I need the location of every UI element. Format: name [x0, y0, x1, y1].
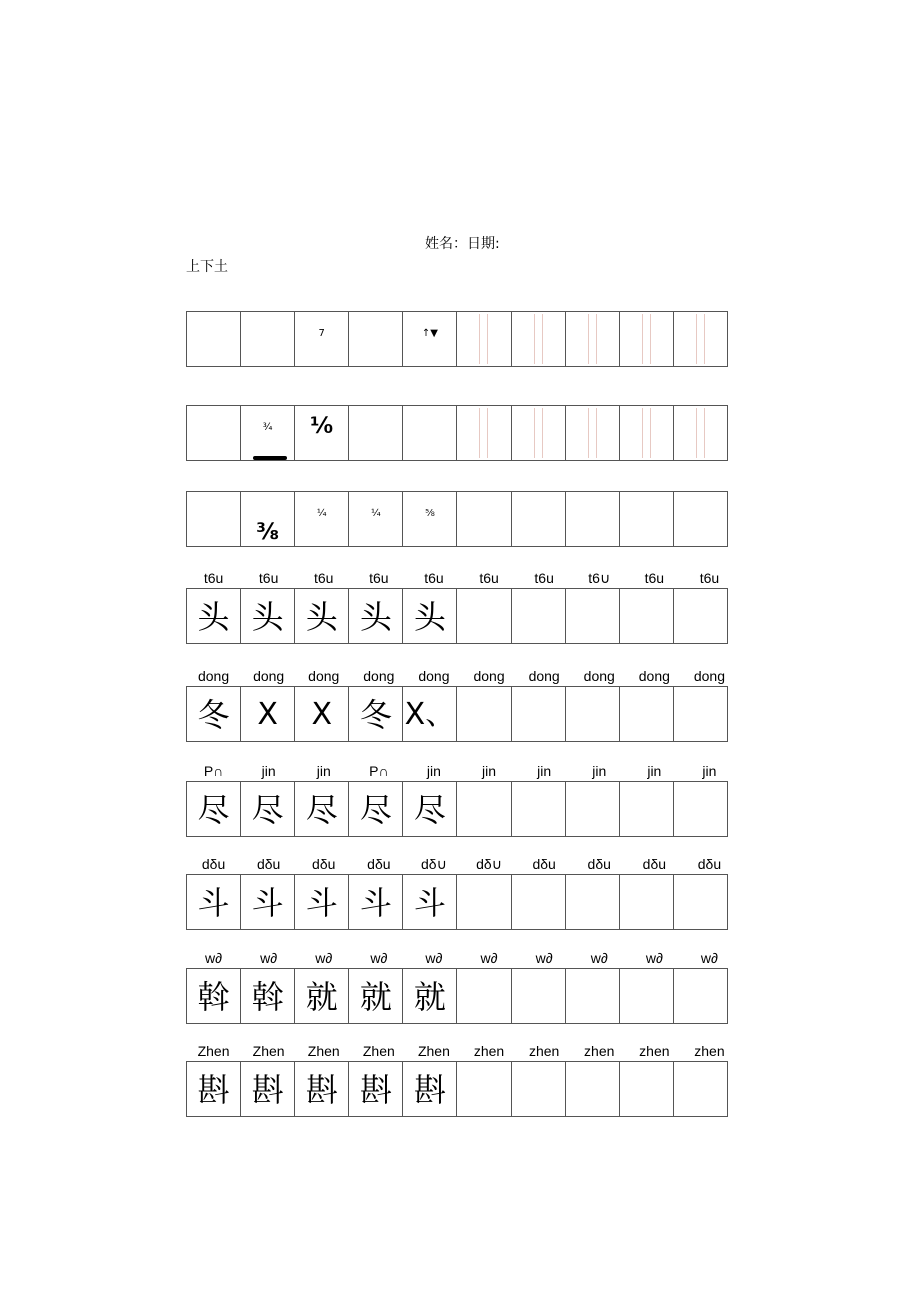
writing-cell[interactable] [294, 491, 349, 547]
pinyin-label: zhen [528, 1043, 560, 1059]
writing-cell[interactable] [565, 874, 620, 930]
pinyin-label: w∂ [535, 950, 553, 966]
pinyin-label: zhen [584, 1043, 615, 1059]
writing-cell[interactable] [240, 686, 295, 742]
writing-cell[interactable] [456, 491, 511, 547]
writing-cell[interactable] [456, 968, 511, 1024]
writing-cell[interactable] [186, 588, 241, 644]
stroke-mark: ↑▼ [421, 328, 438, 339]
writing-cell[interactable] [186, 311, 241, 367]
practice-character: 斟 [359, 1071, 392, 1109]
writing-cell[interactable] [348, 491, 403, 547]
writing-cell[interactable] [619, 874, 674, 930]
pinyin-label: w∂ [205, 950, 223, 966]
stroke-mark: ⅜ [256, 520, 280, 545]
pinyin-label: t6∪ [588, 570, 611, 586]
pinyin-label: dδu [367, 856, 391, 872]
pinyin-label: dong [418, 668, 450, 684]
pinyin-label: dδu [201, 856, 226, 872]
pinyin-label: w∂ [480, 950, 498, 966]
practice-character: 就 [359, 978, 392, 1016]
pinyin-label: dδu [256, 856, 281, 872]
writing-cell[interactable] [619, 588, 674, 644]
pinyin-label: w∂ [260, 950, 278, 966]
pinyin-label: w∂ [590, 950, 608, 966]
writing-cell[interactable] [565, 588, 620, 644]
pinyin-label: dong [583, 668, 615, 684]
writing-cell[interactable] [348, 405, 403, 461]
name-date-header: 姓名：日期: [425, 236, 500, 252]
pinyin-label: dδu [532, 856, 556, 872]
pinyin-label: t6u [479, 570, 499, 586]
writing-cell[interactable] [619, 311, 674, 367]
writing-cell[interactable] [511, 491, 566, 547]
pinyin-label: w∂ [425, 950, 443, 966]
pinyin-label: t6u [699, 570, 720, 586]
writing-cell[interactable] [565, 311, 620, 367]
pinyin-label: dong [473, 668, 505, 684]
practice-character: 斟 [197, 1071, 230, 1109]
stroke-mark: ⅝ [425, 508, 435, 519]
writing-cell[interactable] [619, 405, 674, 461]
practice-row [186, 686, 737, 742]
writing-cell[interactable] [186, 405, 241, 461]
writing-cell[interactable] [240, 491, 295, 547]
writing-cell[interactable] [456, 874, 511, 930]
writing-cell[interactable] [186, 874, 241, 930]
pinyin-label: zhen [639, 1043, 670, 1059]
writing-cell[interactable] [565, 686, 620, 742]
writing-cell[interactable] [456, 1061, 511, 1117]
pinyin-row [186, 950, 737, 968]
practice-row [186, 311, 737, 367]
practice-character: 斟 [305, 1071, 338, 1109]
writing-cell[interactable] [673, 874, 728, 930]
pinyin-label: t6u [534, 570, 554, 586]
writing-cell[interactable] [673, 588, 728, 644]
pinyin-label: jin [537, 763, 552, 779]
stroke-mark: 7 [318, 328, 325, 339]
writing-cell[interactable] [511, 686, 566, 742]
writing-cell[interactable] [294, 588, 349, 644]
pinyin-label: w∂ [700, 950, 718, 966]
stroke-mark: ¾ [262, 422, 273, 433]
writing-cell[interactable] [348, 968, 403, 1024]
practice-character: 冬 [197, 696, 230, 734]
writing-cell[interactable] [565, 968, 620, 1024]
writing-cell[interactable] [619, 491, 674, 547]
pinyin-label: Zhen [362, 1043, 395, 1059]
pinyin-label: t6u [258, 570, 279, 586]
practice-character: 斡 [251, 978, 284, 1016]
pinyin-label: dong [528, 668, 560, 684]
writing-cell[interactable] [511, 1061, 566, 1117]
writing-cell[interactable] [294, 781, 349, 837]
stroke-mark: ¼ [316, 508, 327, 519]
pinyin-label: zhen [694, 1043, 725, 1059]
pinyin-label: jin [482, 763, 497, 779]
pinyin-label: dδ∪ [421, 856, 447, 872]
pinyin-label: jin [316, 763, 331, 779]
practice-character: 尽 [305, 791, 338, 829]
pinyin-label: Zhen [307, 1043, 340, 1059]
practice-row [186, 1061, 737, 1117]
pinyin-label: t6u [203, 570, 224, 586]
pinyin-label: dδu [312, 856, 336, 872]
practice-character: 尽 [359, 791, 392, 829]
writing-cell[interactable] [294, 686, 349, 742]
pinyin-row [186, 668, 737, 686]
pinyin-label: w∂ [645, 950, 663, 966]
practice-character: X、 [404, 697, 456, 732]
practice-character: X [257, 697, 278, 732]
pinyin-label: P∩ [203, 763, 224, 779]
writing-cell[interactable] [402, 1061, 457, 1117]
practice-character: 就 [413, 978, 446, 1016]
writing-cell[interactable] [456, 781, 511, 837]
practice-character: 斟 [251, 1071, 284, 1109]
writing-cell[interactable] [402, 405, 457, 461]
horizontal-stroke [253, 456, 287, 460]
pinyin-label: zhen [473, 1043, 505, 1059]
writing-cell[interactable] [240, 588, 295, 644]
pinyin-label: t6u [644, 570, 665, 586]
pinyin-label: dong [363, 668, 395, 684]
writing-cell[interactable] [240, 311, 295, 367]
pinyin-label: jin [647, 763, 662, 779]
writing-cell[interactable] [456, 686, 511, 742]
practice-character: 头 [359, 598, 392, 636]
writing-cell[interactable] [402, 781, 457, 837]
writing-cell[interactable] [565, 781, 620, 837]
practice-character: 冬 [359, 696, 392, 734]
practice-character: 尽 [251, 791, 284, 829]
practice-character: 尽 [413, 791, 446, 829]
pinyin-label: jin [426, 763, 441, 779]
writing-cell[interactable] [456, 311, 511, 367]
writing-cell[interactable] [186, 781, 241, 837]
practice-character: 斗 [251, 884, 284, 922]
writing-cell[interactable] [673, 1061, 728, 1117]
pinyin-row [186, 763, 737, 781]
writing-cell[interactable] [294, 968, 349, 1024]
writing-cell[interactable] [240, 968, 295, 1024]
pinyin-label: w∂ [315, 950, 333, 966]
practice-character: 斡 [197, 978, 230, 1016]
pinyin-row [186, 1043, 737, 1061]
writing-cell[interactable] [186, 968, 241, 1024]
writing-cell[interactable] [240, 781, 295, 837]
writing-cell[interactable] [348, 311, 403, 367]
writing-cell[interactable] [348, 686, 403, 742]
pinyin-label: jin [261, 763, 276, 779]
practice-row [186, 405, 737, 461]
writing-cell[interactable] [511, 874, 566, 930]
writing-cell[interactable] [673, 311, 728, 367]
pinyin-label: dong [197, 668, 230, 684]
writing-cell[interactable] [402, 968, 457, 1024]
writing-cell[interactable] [186, 686, 241, 742]
pinyin-label: t6u [314, 570, 334, 586]
writing-cell[interactable] [294, 1061, 349, 1117]
writing-cell[interactable] [294, 405, 349, 461]
writing-cell[interactable] [456, 405, 511, 461]
worksheet-subtitle: 上下土 [186, 259, 228, 275]
stroke-mark: ⅟₀ [310, 414, 334, 439]
writing-cell[interactable] [619, 781, 674, 837]
pinyin-label: dδu [697, 856, 722, 872]
pinyin-row [186, 856, 737, 874]
writing-cell[interactable] [619, 686, 674, 742]
writing-cell[interactable] [348, 781, 403, 837]
pinyin-label: dδ∪ [476, 856, 502, 872]
writing-cell[interactable] [402, 686, 457, 742]
practice-character: 就 [305, 978, 338, 1016]
pinyin-label: P∩ [369, 763, 389, 779]
writing-cell[interactable] [511, 311, 566, 367]
practice-character: 头 [251, 598, 284, 636]
pinyin-label: Zhen [417, 1043, 450, 1059]
writing-cell[interactable] [673, 781, 728, 837]
practice-character: 斗 [413, 884, 446, 922]
practice-row [186, 588, 737, 644]
writing-cell[interactable] [402, 491, 457, 547]
pinyin-label: w∂ [370, 950, 388, 966]
pinyin-label: t6u [369, 570, 389, 586]
pinyin-label: dong [638, 668, 670, 684]
writing-cell[interactable] [511, 405, 566, 461]
practice-character: X [311, 697, 333, 732]
writing-cell[interactable] [186, 491, 241, 547]
writing-cell[interactable] [511, 781, 566, 837]
writing-cell[interactable] [565, 1061, 620, 1117]
practice-character: 斟 [413, 1071, 446, 1109]
pinyin-label: jin [592, 763, 607, 779]
practice-character: 斗 [305, 884, 338, 922]
writing-cell[interactable] [673, 686, 728, 742]
practice-row [186, 874, 737, 930]
practice-character: 斗 [359, 884, 392, 922]
pinyin-label: t6u [424, 570, 444, 586]
practice-character: 头 [305, 598, 338, 636]
practice-character: 尽 [197, 791, 230, 829]
writing-cell[interactable] [619, 968, 674, 1024]
writing-cell[interactable] [348, 1061, 403, 1117]
practice-character: 头 [197, 598, 230, 636]
writing-cell[interactable] [186, 1061, 241, 1117]
pinyin-row [186, 570, 737, 588]
writing-cell[interactable] [294, 874, 349, 930]
practice-row [186, 968, 737, 1024]
pinyin-label: dδu [642, 856, 667, 872]
writing-cell[interactable] [240, 874, 295, 930]
pinyin-label: dong [253, 668, 285, 684]
writing-cell[interactable] [240, 1061, 295, 1117]
pinyin-label: Zhen [197, 1043, 230, 1059]
writing-cell[interactable] [294, 311, 349, 367]
writing-cell[interactable] [402, 311, 457, 367]
pinyin-label: dong [693, 668, 726, 684]
practice-row [186, 781, 737, 837]
writing-cell[interactable] [402, 874, 457, 930]
pinyin-label: Zhen [252, 1043, 285, 1059]
writing-cell[interactable] [456, 588, 511, 644]
practice-row [186, 491, 737, 547]
writing-cell[interactable] [511, 968, 566, 1024]
writing-cell[interactable] [673, 968, 728, 1024]
writing-cell[interactable] [673, 491, 728, 547]
writing-cell[interactable] [348, 588, 403, 644]
writing-cell[interactable] [240, 405, 295, 461]
practice-character: 斗 [197, 884, 230, 922]
writing-cell[interactable] [673, 405, 728, 461]
writing-cell[interactable] [619, 1061, 674, 1117]
writing-cell[interactable] [511, 588, 566, 644]
writing-cell[interactable] [402, 588, 457, 644]
pinyin-label: dδu [587, 856, 611, 872]
stroke-mark: ¼ [370, 508, 381, 519]
writing-cell[interactable] [565, 491, 620, 547]
practice-character: 头 [413, 598, 446, 636]
writing-cell[interactable] [348, 874, 403, 930]
pinyin-label: jin [702, 763, 717, 779]
pinyin-label: dong [308, 668, 340, 684]
writing-cell[interactable] [565, 405, 620, 461]
